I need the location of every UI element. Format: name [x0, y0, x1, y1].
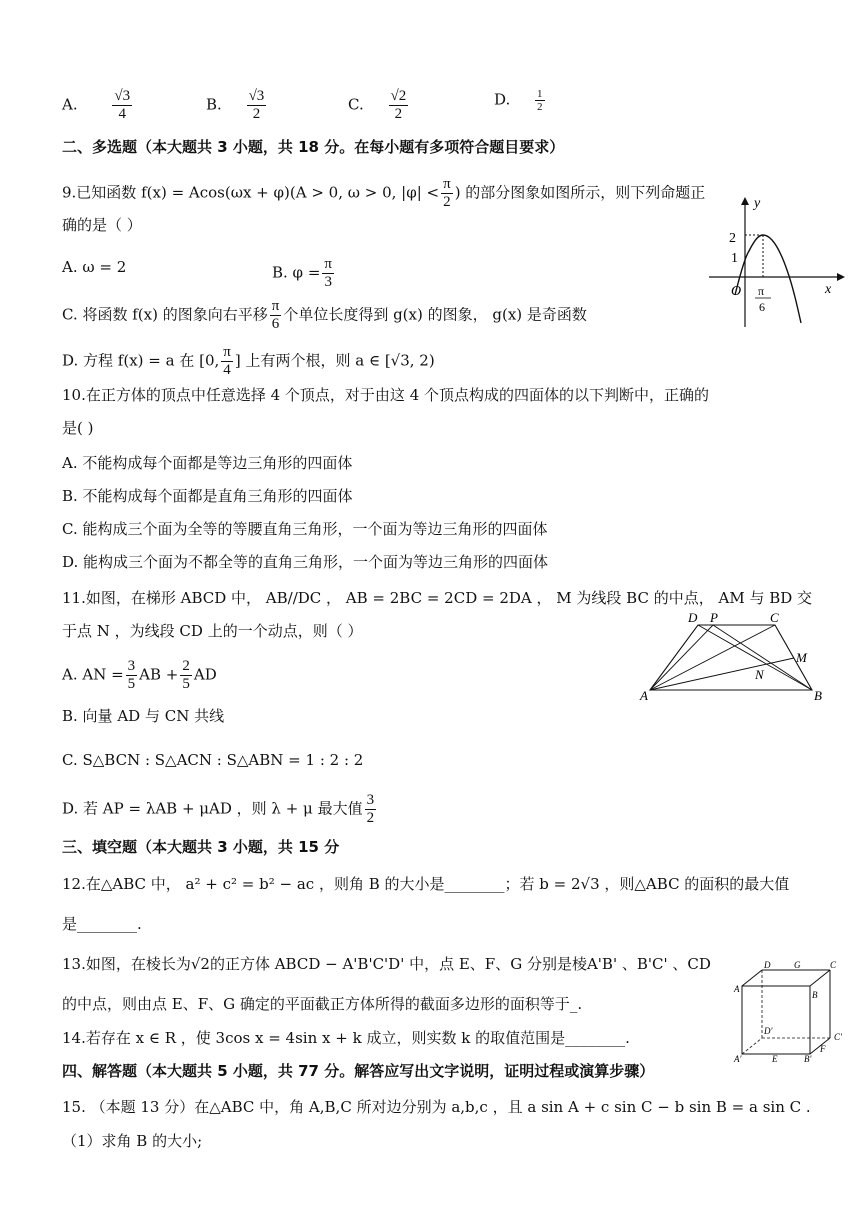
q10-option-a: A. 不能构成每个面都是等边三角形的四面体 [62, 454, 353, 472]
q9-cosine-graph [705, 195, 845, 330]
q12-line2: 是________. [62, 915, 142, 933]
max-label: 2 [729, 231, 736, 246]
y-axis-label: y [754, 196, 761, 211]
label-a: A [640, 688, 648, 703]
tick-num: π [758, 284, 765, 298]
label-p: P [710, 610, 718, 625]
q8-option-c: C. $\frac{√2}{2}$ [348, 88, 407, 122]
q9-option-b: B. φ = $\frac{\pi}{3}$ [272, 256, 332, 290]
label-g: G [794, 960, 801, 970]
label-b: B [814, 688, 822, 703]
section-4-title: 四、解答题（本大题共 5 小题，共 77 分。解答应写出文字说明，证明过程或演算步骤） [62, 1062, 655, 1080]
tick-den: 6 [759, 300, 765, 314]
label-n: N [755, 667, 764, 682]
label-a1: A' [734, 1054, 742, 1064]
origin-label: O [731, 284, 742, 299]
q12-line1: 12.在△ABC 中， a² + c² = b² − ac ，则角 B 的大小是________；若 b = 2√3 ，则△ABC 的面积的最大值 [62, 875, 790, 893]
q15-line1: 15. （本题 13 分）在△ABC 中，角 A,B,C 所对边分别为 a,b,c ，且 a sin A + c sin C − b sin B = a sin C . [62, 1098, 811, 1116]
q10-stem: 10.在正方体的顶点中任意选择 4 个顶点，对于由这 4 个顶点构成的四面体的以下判断中，正确的 [62, 386, 710, 404]
cube-front-face [742, 986, 810, 1054]
q10-option-b: B. 不能构成每个面都是直角三角形的四面体 [62, 487, 353, 505]
q10-stem-line2: 是( ) [62, 419, 94, 437]
q15-line2: （1）求角 B 的大小; [62, 1132, 203, 1150]
q13-line1: 13.如图，在棱长为√2的正方体 ABCD − A'B'C'D' 中，点 E、F、G 分别是棱A'B' 、B'C' 、CD [62, 955, 711, 973]
segment-ap [650, 625, 713, 690]
y-axis-arrow [741, 197, 749, 205]
label-f: F [820, 1044, 826, 1054]
label-d1: D' [764, 1026, 773, 1036]
q11-option-d: D. 若 AP = λAB + μAD ，则 λ + μ 最大值 $\frac{3}{2}$ [62, 792, 375, 826]
q13-line2: 的中点，则由点 E、F、G 确定的平面截正方体所得的截面多边形的面积等于_. [62, 995, 583, 1013]
label-m: M [796, 650, 807, 665]
x-axis-arrow [837, 273, 845, 281]
label-c: C [830, 960, 837, 970]
q11-option-b: B. 向量 AD 与 CN 共线 [62, 707, 225, 725]
q9-option-d: D. 方程 f(x) = a 在 [0, $\frac{\pi}{4}$ ] 上有两个根，则 a ∈ [√3, 2) [62, 344, 435, 378]
label-b: B [812, 990, 818, 1000]
label-d: D [688, 610, 698, 625]
q8-option-d: D. $\frac{1}{2}$ [494, 88, 543, 113]
hidden-edge-3 [742, 1038, 762, 1054]
label-c1: C' [834, 1032, 842, 1042]
q9-stem: 9.已知函数 f(x) = Acos(ωx + φ)(A > 0, ω > 0, |φ| < $\frac{\pi}{2}$ ) 的部分图象如图所示，则下列命题正 [62, 176, 706, 210]
q10-option-c: C. 能构成三个面为全等的等腰直角三角形，一个面为等边三角形的四面体 [62, 520, 548, 538]
q8-option-a: A. $\frac{√3}{4}$ [62, 88, 131, 122]
x-axis-label: x [825, 282, 832, 297]
q8-option-b: B. $\frac{√3}{2}$ [206, 88, 265, 122]
label-d: D [764, 960, 771, 970]
q11-trapezoid-figure [638, 610, 834, 706]
label-a: A [734, 984, 740, 994]
q11-option-a: A. AN = $\frac{3}{5}$ AB + $\frac{2}{5}$ AD [62, 658, 217, 692]
section-3-title: 三、填空题（本大题共 3 小题，共 15 分 [62, 838, 340, 856]
q9-option-c: C. 将函数 f(x) 的图象向右平移 $\frac{\pi}{6}$ 个单位长度得到 g(x) 的图象， g(x) 是奇函数 [62, 298, 587, 332]
label-e: E [772, 1054, 778, 1064]
section-2-title: 二、多选题（本大题共 3 小题，共 18 分。在每小题有多项符合题目要求） [62, 138, 565, 156]
q11-stem: 11.如图，在梯形 ABCD 中， AB//DC ， AB = 2BC = 2CD = 2DA ， M 为线段 BC 的中点， AM 与 BD 交 [62, 589, 813, 607]
q10-option-d: D. 能构成三个面为不都全等的直角三角形，一个面为等边三角形的四面体 [62, 553, 549, 571]
label-c: C [770, 610, 779, 625]
q11-stem-line2: 于点 N ，为线段 CD 上的一个动点，则（ ） [62, 622, 363, 640]
q13-cube-figure [730, 960, 855, 1065]
label-b1: B' [804, 1054, 812, 1064]
q14-line1: 14.若存在 x ∈ R ，使 3cos x = 4sin x + k 成立，则实数 k 的取值范围是________. [62, 1029, 630, 1047]
q9-option-a: A. ω = 2 [62, 258, 127, 276]
trapezoid-abcd [650, 625, 812, 690]
q11-option-c: C. S△BCN : S△ACN : S△ABN = 1 : 2 : 2 [62, 751, 364, 769]
q9-stem-line2: 确的是（ ） [62, 216, 142, 234]
one-label: 1 [731, 251, 738, 266]
segment-am [650, 658, 794, 690]
